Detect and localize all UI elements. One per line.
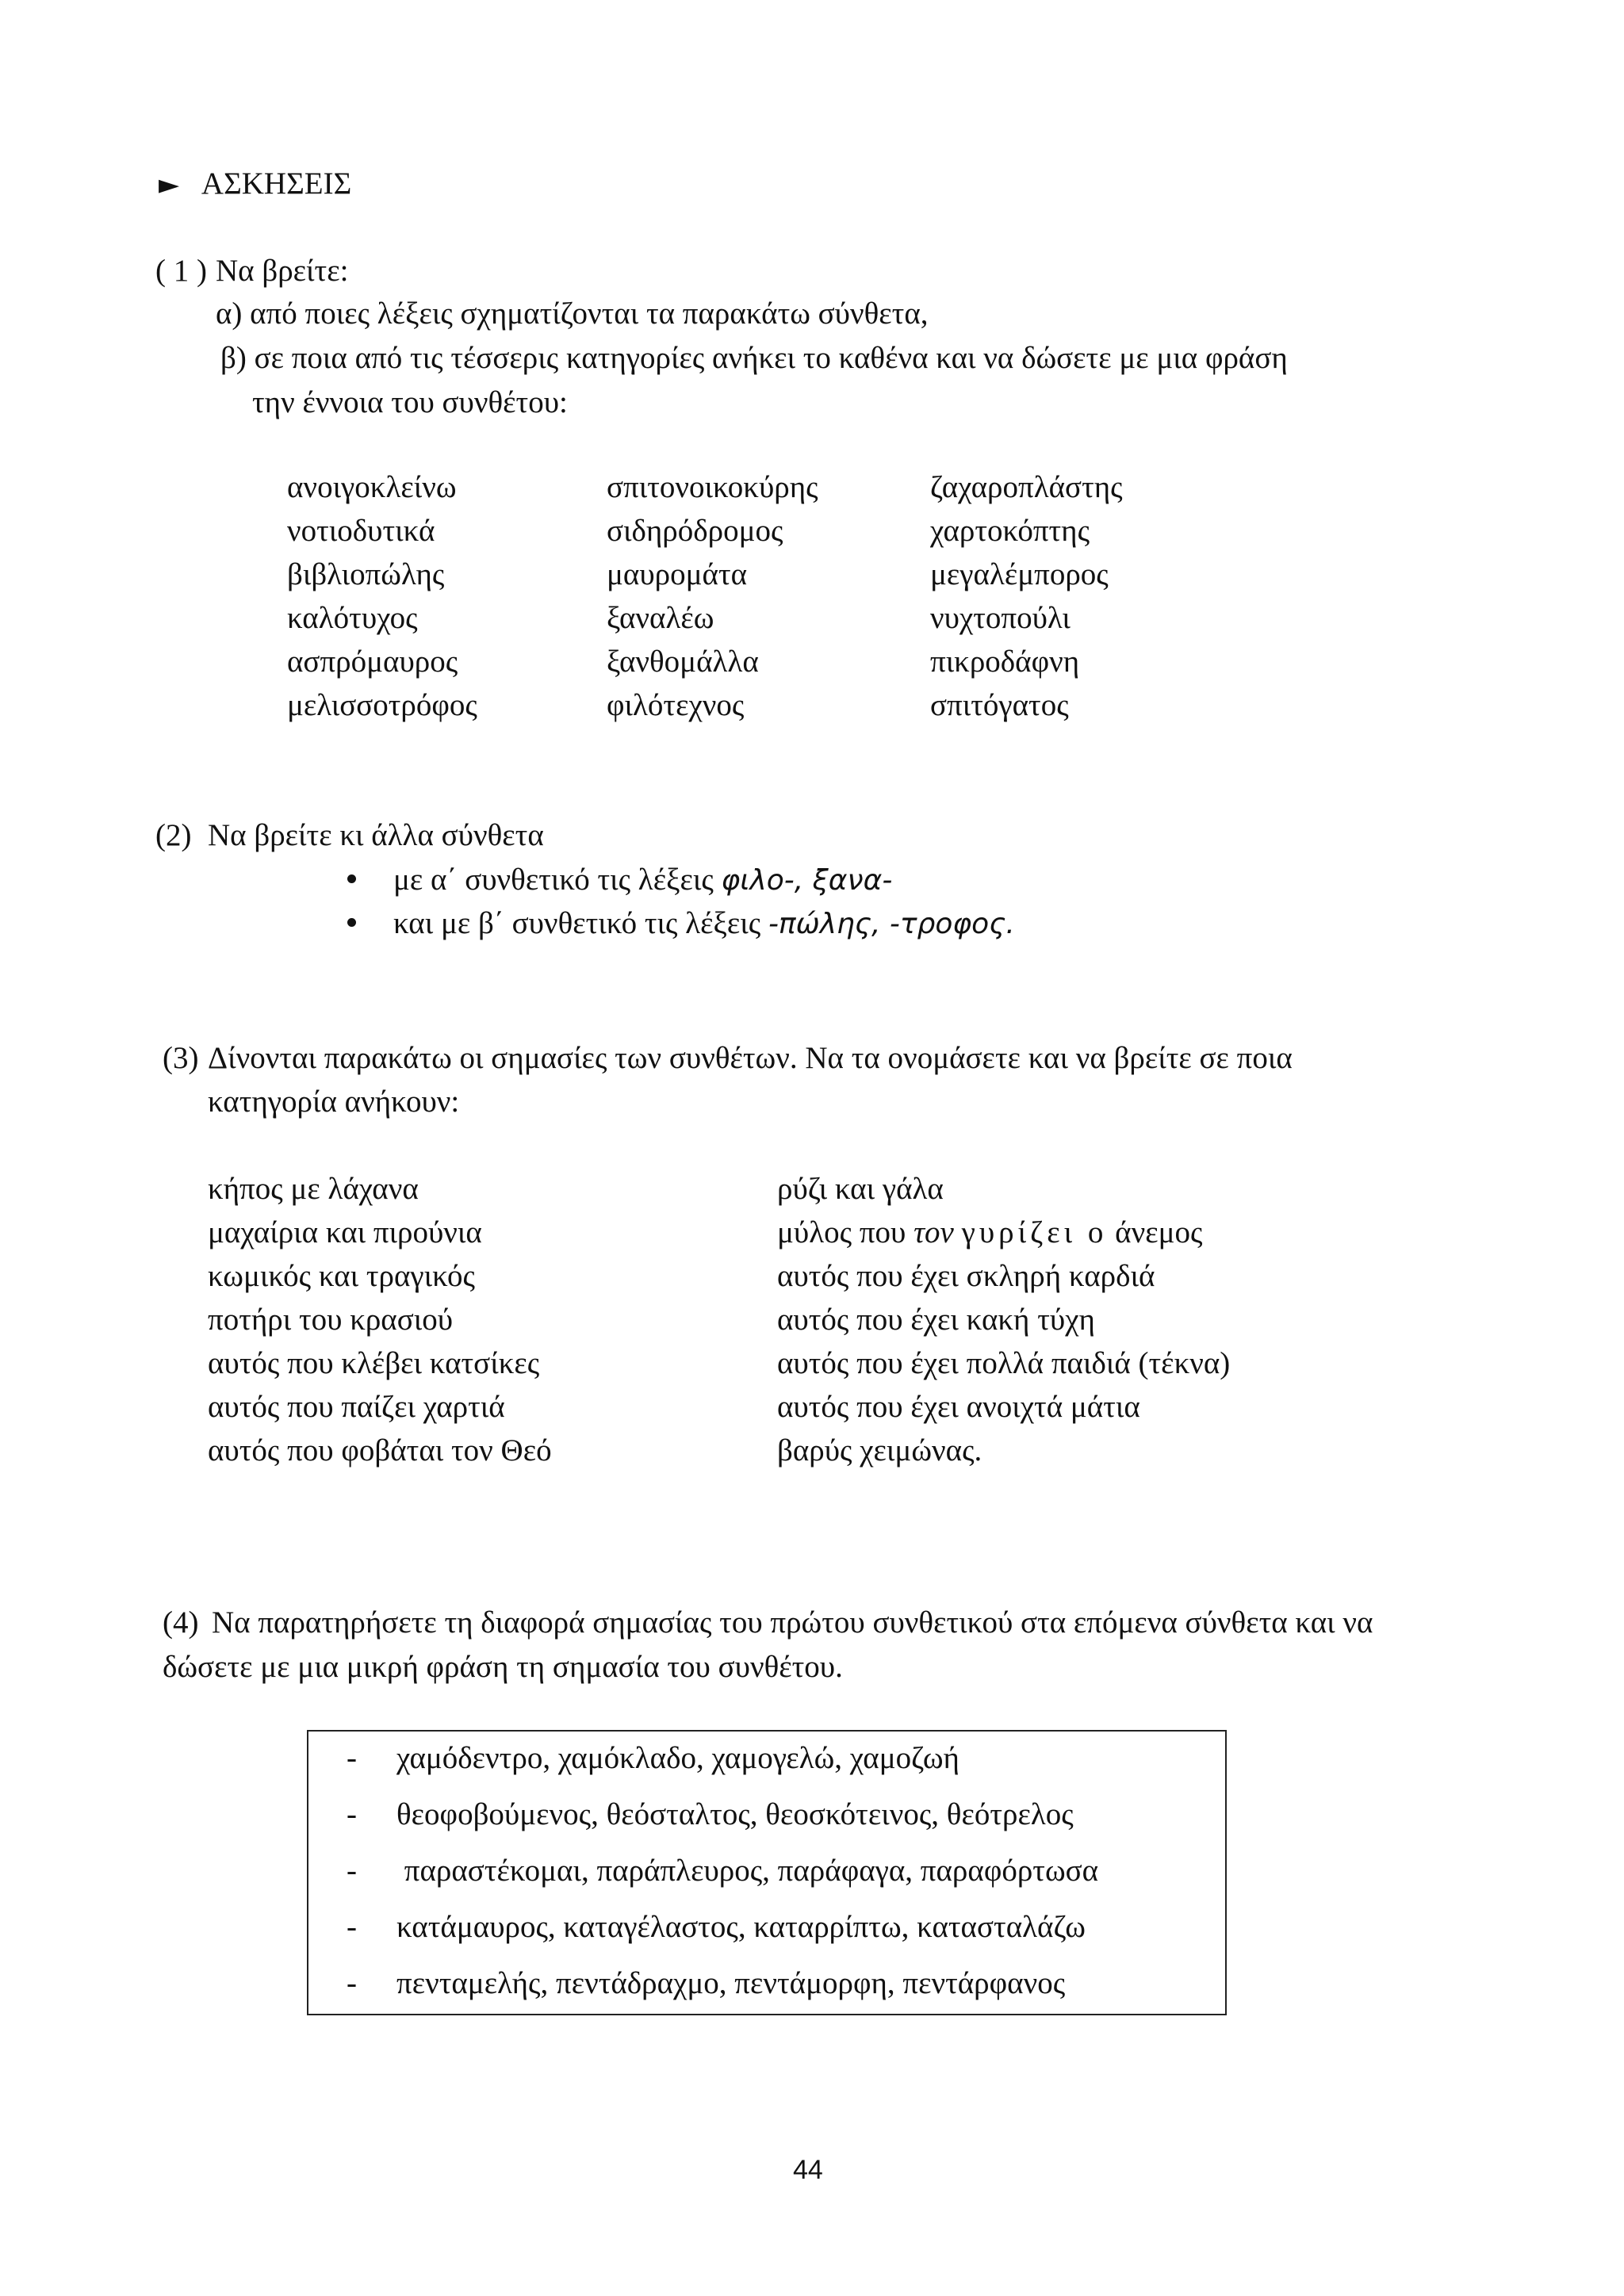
ex4-row: χαμόδεντρο, χαμόκλαδο, χαμογελώ, χαμοζωή [396, 1741, 959, 1775]
ex1-word: μεγαλέμπορος [930, 557, 1109, 591]
ex3-intro-line2: κατηγορία ανήκουν: [208, 1085, 460, 1119]
ex1-word: ζαχαροπλάστης [930, 470, 1123, 504]
ex1-word: βιβλιοπώλης [287, 557, 445, 591]
dash-icon: - [347, 1966, 357, 2000]
ex3-meaning: αυτός που παίζει χαρτιά [208, 1390, 505, 1424]
ex1-item-a: α) από ποιες λέξεις σχηματίζονται τα παρακάτω σύνθετα, [216, 297, 929, 331]
ex3-meaning: κωμικός και τραγικός [208, 1259, 475, 1293]
ex3-meaning: αυτός που έχει ανοιχτά μάτια [777, 1390, 1140, 1424]
ex3-meaning: αυτός που φοβάται τον Θεό [208, 1433, 552, 1468]
ex1-number: ( 1 ) [155, 254, 207, 288]
heading-title: ΑΣΚΗΣΕΙΣ [201, 166, 352, 201]
ex2-bullet1-words: φιλο-, ξανα- [721, 864, 893, 897]
dash-icon: - [347, 1741, 357, 1775]
ex1-word: ανοιγοκλείνω [287, 470, 457, 504]
ex1-word: φιλότεχνος [607, 688, 745, 722]
ex1-word: μελισσοτρόφος [287, 688, 477, 722]
ex1-intro: Να βρείτε: [216, 254, 349, 288]
ex1-word: καλότυχος [287, 601, 418, 635]
ex1-word: σπιτονοικοκύρης [607, 470, 818, 504]
ex4-row: πενταμελής, πεντάδραχμο, πεντάμορφη, πεντάρφανος [396, 1966, 1066, 2000]
ex1-word: σιδηρόδρομος [607, 514, 783, 548]
dash-icon: - [347, 1854, 357, 1888]
ex4-row: κατάμαυρος, καταγέλαστος, καταρρίπτω, κατασταλάζω [396, 1910, 1086, 1944]
dash-icon: - [347, 1910, 357, 1944]
ex1-word: πικροδάφνη [930, 645, 1080, 679]
ex3-meaning: μύλος που τον γυρίζει ο άνεμος [777, 1215, 1203, 1249]
ex1-word: μαυρομάτα [607, 557, 748, 591]
ex3-number: (3) [163, 1041, 199, 1075]
dash-icon: - [347, 1797, 357, 1831]
arrow-icon: ► [159, 169, 180, 201]
ex1-word: νυχτοπούλι [930, 601, 1071, 635]
ex1-item-b-line1: β) σε ποια από τις τέσσερις κατηγορίες ανήκει το καθένα και να δώσετε με μια φράση [220, 341, 1288, 375]
ex2-bullet1 [393, 864, 892, 895]
bullet-icon [347, 918, 356, 927]
ex3-meaning: αυτός που έχει πολλά παιδιά (τέκνα) [777, 1346, 1231, 1380]
bullet-icon [347, 874, 356, 883]
ex3-intro-line1: Δίνονται παρακάτω οι σημασίες των συνθέτων. Να τα ονομάσετε και να βρείτε σε ποια [208, 1041, 1293, 1075]
ex3-meaning: ποτήρι του κρασιού [208, 1303, 454, 1337]
ex1-word: σπιτόγατος [930, 688, 1069, 722]
ex2-bullet2-text: και με β΄ συνθετικό τις λέξεις [393, 906, 761, 940]
ex4-intro-line2: δώσετε με μια μικρή φράση τη σημασία του συνθέτου. [163, 1650, 843, 1684]
ex3-meaning: βαρύς χειμώνας. [777, 1433, 982, 1468]
ex1-item-b-line2: την έννοια του συνθέτου: [252, 385, 568, 419]
heading [159, 168, 351, 199]
ex1-word: νοτιοδυτικά [287, 514, 435, 548]
ex2-bullet1-text: με α΄ συνθετικό τις λέξεις [393, 863, 714, 897]
page-number: 44 [793, 2155, 823, 2185]
ex4-row: θεοφοβούμενος, θεόσταλτος, θεοσκότεινος, θεότρελος [396, 1797, 1074, 1831]
ex4-intro-line1: Να παρατηρήσετε τη διαφορά σημασίας του πρώτου συνθετικού στα επόμενα σύνθετα και να [212, 1605, 1373, 1640]
ex1-word: ξαναλέω [607, 601, 714, 635]
ex2-number: (2) [155, 818, 192, 852]
ex1-word: χαρτοκόπτης [930, 514, 1090, 548]
ex2-bullet2 [393, 908, 1015, 939]
ex2-bullet2-words: -πώλης, -τροφος. [768, 908, 1015, 940]
ex4-number: (4) [163, 1605, 199, 1640]
ex3-meaning: αυτός που κλέβει κατσίκες [208, 1346, 540, 1380]
ex3-meaning: κήπος με λάχανα [208, 1172, 419, 1206]
ex3-meaning: ρύζι και γάλα [777, 1172, 944, 1206]
ex4-row: παραστέκομαι, παράπλευρος, παράφαγα, παραφόρτωσα [396, 1854, 1099, 1888]
ex2-intro: Να βρείτε κι άλλα σύνθετα [208, 818, 544, 852]
ex3-meaning: αυτός που έχει σκληρή καρδιά [777, 1259, 1155, 1293]
ex1-word: ασπρόμαυρος [287, 645, 458, 679]
ex3-meaning: αυτός που έχει κακή τύχη [777, 1303, 1095, 1337]
ex3-meaning: μαχαίρια και πιρούνια [208, 1215, 482, 1249]
ex1-word: ξανθομάλλα [607, 645, 759, 679]
